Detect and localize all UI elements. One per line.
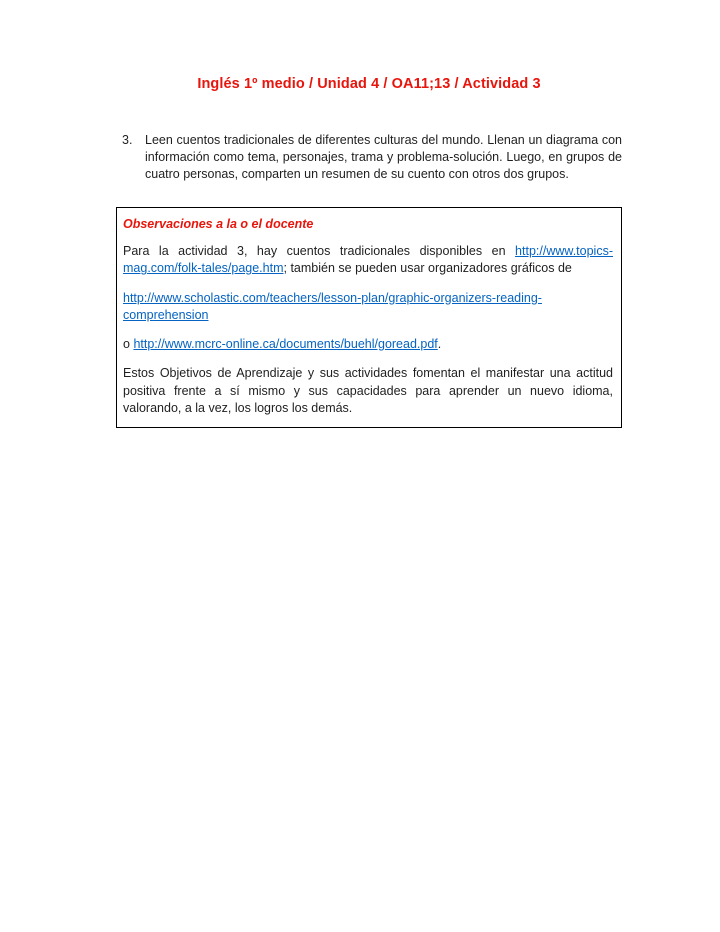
activity-text: Leen cuentos tradicionales de diferentes culturas del mundo. Llenan un diagrama con información como tema, personajes, trama y problema-solución. Luego, en grupos de cuatro personas, comparten un resumen de su cuento con otros dos grupos. <box>145 133 622 181</box>
observations-paragraph-4: Estos Objetivos de Aprendizaje y sus actividades fomentan el manifestar una actitud positiva frente a sí mismo y sus capacidades para aprender un nuevo idioma, valorando, a la vez, los logros los demás. <box>123 366 613 415</box>
mcrc-online-link[interactable]: http://www.mcrc-online.ca/documents/buehl/goread.pdf <box>133 337 438 351</box>
document-page <box>116 76 622 428</box>
observations-heading: Observaciones a la o el docente <box>123 217 314 231</box>
paragraph-3-text-before: o <box>123 337 134 351</box>
observations-paragraph-1 <box>123 243 613 278</box>
observations-paragraph-3 <box>123 336 613 353</box>
paragraph-1-text-after: ; también se pueden usar organizadores gráficos de <box>283 261 572 276</box>
page-title: Inglés 1º medio / Unidad 4 / OA11;13 / Actividad 3 <box>197 76 541 92</box>
activity-number: 3. <box>122 133 133 147</box>
paragraph-3-text-after: . <box>437 337 442 351</box>
teacher-observations-box <box>116 207 622 428</box>
topics-mag-link[interactable]: http://www.topics-mag.com/folk-tales/page.htm <box>123 244 613 276</box>
activity-item <box>116 132 622 183</box>
observations-paragraph-2 <box>123 290 613 325</box>
paragraph-1-text-before: Para la actividad 3, hay cuentos tradicionales disponibles en <box>123 244 516 258</box>
scholastic-link[interactable]: http://www.scholastic.com/teachers/lesson-plan/graphic-organizers-reading-comprehension <box>123 290 542 322</box>
